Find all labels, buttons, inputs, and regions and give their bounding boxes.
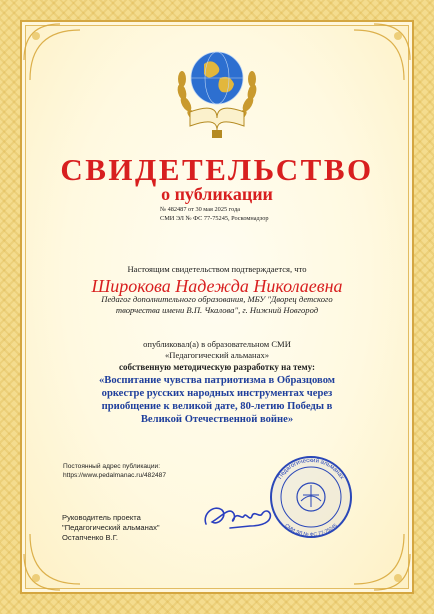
position-line: творчества имени В.П. Чкалова", г. Нижний Новгород — [115, 305, 319, 315]
registration-number: № 482487 от 30 мая 2025 года — [160, 206, 241, 213]
position-line: Педагог дополнительного образования, МБУ "Дворец детского — [101, 294, 333, 304]
address-label: Постоянный адрес публикации: — [63, 463, 161, 470]
recipient-position — [70, 294, 364, 316]
journal-name: «Педагогический альманах» — [164, 350, 270, 360]
certificate-title: СВИДЕТЕЛЬСТВО — [60, 152, 374, 187]
certificate-subtitle: о публикации — [161, 184, 273, 204]
globe-book-emblem-icon — [172, 34, 262, 144]
publication-theme — [75, 374, 359, 426]
address-url[interactable]: https://www.pedalmanac.ru/482487 — [63, 472, 166, 479]
theme-line: оркестре русских народных инструментах через — [101, 388, 333, 399]
signer-role: Руководитель проекта — [62, 513, 141, 522]
confirm-text: Настоящим свидетельством подтверждается, что — [127, 264, 307, 274]
signer-name: Остапченко В.Г. — [62, 533, 119, 542]
theme-line: Великой Отечественной войне» — [140, 414, 294, 425]
registration-info — [160, 206, 269, 223]
recipient-name: Широкова Надежда Николаевна — [91, 276, 343, 296]
theme-intro: собственную методическую разработку на тему: — [118, 362, 315, 372]
signer-project: "Педагогический альманах" — [62, 523, 160, 532]
signer-block — [62, 513, 160, 543]
published-text — [0, 339, 434, 361]
media-registration: СМИ ЭЛ № ФС 77-75245, Роскомнадзор — [160, 214, 269, 222]
seal-top-text: Педагогический альманах — [277, 457, 345, 481]
theme-line: приобщение к великой дате, 80-летию Победы в — [101, 401, 333, 412]
theme-line: «Воспитание чувства патриотизма в Образцовом — [98, 375, 336, 386]
publication-address — [63, 462, 166, 480]
seal-bottom-text: СМИ ЭЛ № ФС 77-75245 — [283, 522, 339, 539]
published-line: опубликовал(а) в образовательном СМИ — [143, 339, 291, 349]
official-seal-icon — [256, 455, 366, 539]
